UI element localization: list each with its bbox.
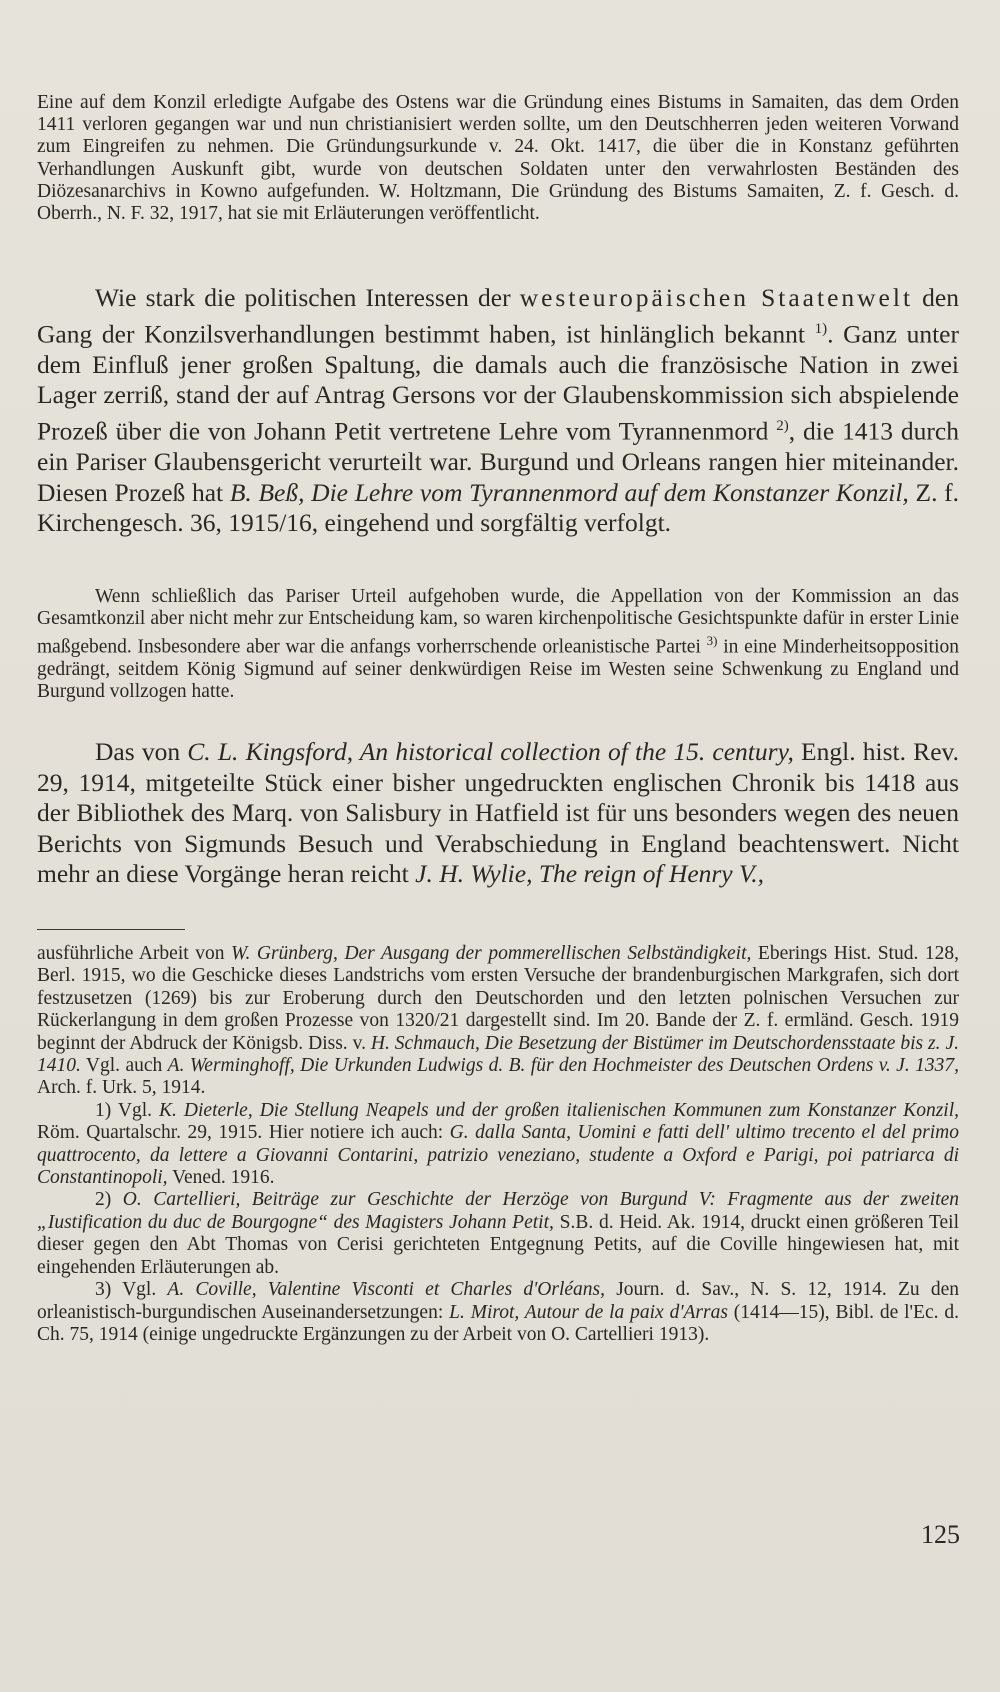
text-run	[111, 1189, 123, 1210]
main-paragraph-1	[37, 283, 959, 539]
intro-text: Eine auf dem Konzil erledigte Aufgabe des Ostens war die Gründung eines Bistums in Samaiten, das dem Orden 1411 verloren gegangen war und nun christianisiert werden sollte, um den Deutschherren jeden weiteren Vorwand zum Eingreifen zu nehmen. Die Gründungsurkunde v. 24. Okt. 1417, die über die in Konstanz geführten Verhandlungen Auskunft gibt, wurde von deutschen Soldaten unter den verwahrlosten Beständen des Diözesanarchivs in Kowno aufgefunden. W. Holtzmann, Die Gründung des Bistums Samaiten, Z. f. Gesch. d. Oberrh., N. F. 32, 1917, hat sie mit Erläuterungen veröffentlicht.	[37, 92, 959, 225]
text-run: Vgl.	[111, 1099, 160, 1121]
main-paragraph-1-text	[37, 283, 959, 539]
footnote-ref-2: 2)	[776, 417, 789, 434]
footnote-divider	[37, 929, 185, 930]
footnote-number: 2)	[95, 1189, 112, 1211]
intro-paragraph	[37, 92, 959, 225]
text-run: S.B. d. Heid. Ak. 1914, druckt einen größeren Teil dieser gegen den Abt Thomas von Cerisi gerichteten Entgegnung Petits, auf die Coville hingewiesen hat, mit eingehenden Erläuterungen ab.	[37, 1211, 959, 1278]
text-run: , die 1413 durch ein Pariser Glaubensgericht verurteilt war. Burgund und Orleans rangen hier miteinander. Diesen Prozeß hat	[37, 416, 959, 507]
footnote-ref-1: 1)	[814, 320, 828, 337]
main-paragraph-2	[37, 737, 959, 890]
spaced-emphasis: westeuropäischen Staatenwelt	[519, 283, 914, 312]
footnote-continuation	[37, 943, 959, 1100]
cited-work: H. Schmauch, Die Besetzung der Bistümer im Deutschordensstaate bis z. J. 1410.	[37, 1032, 959, 1077]
text-run: Vgl. auch	[80, 1055, 168, 1077]
text-run: ausführliche Arbeit von	[37, 943, 231, 964]
text-run: den Gang der Konzilsverhandlungen bestimmt haben, ist hinlänglich bekannt	[37, 283, 959, 349]
text-run: Engl. hist. Rev. 29, 1914, mitgeteilte Stück einer bisher ungedruckten englischen Chronik bis 1418 aus der Bibliothek des Marq. von Salisbury in Hatfield ist für uns besonders wegen des neuen Berichts von Sigmunds Besuch und Verabschiedung in England beachtenswert. Nicht mehr an diese Vorgänge heran reicht	[37, 737, 959, 889]
small-paragraph-text	[37, 586, 959, 704]
cited-work: J. H. Wylie, The reign of Henry V.,	[415, 859, 765, 889]
text-run: Vened. 1916.	[167, 1167, 275, 1189]
text-run: (1414—15), Bibl. de l'Ec. d. Ch. 75, 1914 (einige ungedruckte Ergänzungen zu der Arbeit von O. Cartellieri 1913).	[37, 1301, 959, 1345]
cited-work: L. Mirot, Autour de la paix d'Arras	[449, 1301, 728, 1323]
footnote-1	[37, 1100, 959, 1190]
footnote-3	[37, 1279, 959, 1346]
page-number: 125	[921, 1520, 960, 1549]
cited-work: G. dalla Santa, Uomini e fatti dell' ultimo trecento el del primo quattrocento, da lettere a Giovanni Contarini, patrizio veneziano, studente a Oxford e Parigi, poi patriarca di Constantinopoli,	[37, 1122, 959, 1189]
footnote-ref-3: 3)	[706, 633, 718, 649]
cited-work: W. Grünberg, Der Ausgang der pommerellischen Selbständigkeit,	[231, 943, 752, 964]
footnotes	[37, 943, 959, 1346]
footnote-2	[37, 1189, 959, 1279]
cited-work: O. Cartellieri, Beiträge zur Geschichte der Herzöge von Burgund V: Fragmente aus der zweiten „Iustification du duc de Bourgogne“ des Magisters Johann Petit,	[37, 1189, 959, 1233]
footnote-number: 1)	[95, 1099, 112, 1121]
cited-work: A. Werminghoff, Die Urkunden Ludwigs d. B. für den Hochmeister des Deutschen Ordens v. J. 1337,	[167, 1055, 959, 1077]
text-run: Wie stark die politischen Interessen der	[95, 283, 520, 312]
cited-work: C. L. Kingsford, An historical collection of the 15. century,	[187, 737, 794, 766]
text-run: in eine Minderheitsopposition gedrängt, seitdem König Sigmund auf seiner denkwürdigen Reise im Westen seine Schwenkung zu England und Burgund vollzogen hatte.	[37, 636, 959, 703]
text-run: Das von	[95, 737, 188, 766]
text-run: Eberings Hist. Stud. 128, Berl. 1915, wo die Geschicke dieses Landstrichs vom ersten Versuche der brandenburgischen Markgrafen, sich dort festzusetzen (1269) bis zur Eroberung durch den Deutschorden und den letzten polnischen Versuchen zur Rückerlangung in dem großen Prozesse von 1320/21 dargestellt sind. Im 20. Bande der Z. f. ermländ. Gesch. 1919 beginnt der Abdruck der Königsb. Diss. v.	[37, 943, 959, 1054]
cited-work: B. Beß, Die Lehre vom Tyrannenmord auf dem Konstanzer Konzil,	[229, 477, 909, 507]
text-run: Z. f. Kirchengesch. 36, 1915/16, eingehend und sorgfältig verfolgt.	[37, 477, 960, 538]
cited-work: A. Coville, Valentine Visconti et Charles d'Orléans,	[167, 1279, 605, 1301]
main-paragraph-2-text	[37, 737, 959, 890]
cited-work: K. Dieterle, Die Stellung Neapels und der großen italienischen Kommunen zum Konstanzer Konzil,	[159, 1099, 959, 1121]
text-run: Journ. d. Sav., N. S. 12, 1914. Zu den orleanistisch-burgundischen Auseinandersetzungen:	[37, 1279, 959, 1323]
text-run: Röm. Quartalschr. 29, 1915. Hier notiere ich auch:	[37, 1122, 450, 1144]
text-run: . Ganz unter dem Einfluß jener großen Spaltung, die damals auch die französische Nation in zwei Lager zerriß, stand der auf Antrag Gersons vor der Glaubenskommission sich abspielende Prozeß über die von Johann Petit vertretene Lehre vom Tyrannenmord	[37, 319, 959, 446]
small-paragraph	[37, 586, 959, 704]
footnote-number: 3)	[95, 1279, 112, 1301]
text-run: Arch. f. Urk. 5, 1914.	[37, 1077, 206, 1099]
text-run: Wenn schließlich das Pariser Urteil aufgehoben wurde, die Appellation von der Kommission an das Gesamtkonzil aber nicht mehr zur Entscheidung kam, so waren kirchenpolitische Gesichtspunkte dafür in erster Linie maßgebend. Insbesondere aber war die anfangs vorherrschende orleanistische Partei	[37, 586, 959, 658]
text-run: Vgl.	[111, 1279, 168, 1301]
